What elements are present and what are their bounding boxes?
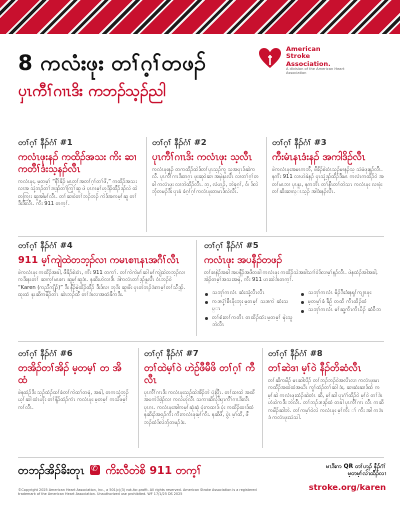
sign-body: ဖဲနထံၣ်ဒိး သ့ၣ်ထံၣ်ထၢ်ခံတၢ်ကဲထၢ်တမုံ, အခါ, တကသုံ့ဘ့ၣ်ယ့ၢ်ဆါ ထံၤဟိုး တၢ်နိၣ်ထံၣ်ကံၤ ကလံၤဖုး မ့တမ့ၢ် ကသိဖမ့ၢ်ကၢ်လီၤ. — [18, 390, 129, 411]
sign-number: တၢ်ဂ့ၢ် နီၣ်ဂံၢ် #8 — [268, 348, 323, 358]
sign-heading: တၢ်ထဲမ့ၢ်ဝဲ ဟဲဉ်ဖီမီဖိ တၢ်ဂ့ၢ် ကီလီၤ — [144, 363, 255, 386]
sign-card-3 — [272, 137, 384, 197]
sign-card-1 — [18, 137, 138, 209]
symptom-item: ကဒၢပုံ့ၢ်စီၤဖိုးဘုး မ့တမ့ၢ် သဒၢကဲ ဆံးသပ္ၤ — [204, 299, 296, 314]
sign-number: တၢ်ဂ့ၢ် နီၣ်ဂံၢ် #5 — [204, 240, 259, 250]
band-separator — [0, 34, 400, 37]
symptom-item: တၢ်စံးတၢ်ကတိၤ တထိၣ်ထံး မ့တမ့ၢ် မှဲးသူဘဲလီၤ — [204, 315, 296, 330]
column-divider — [196, 240, 197, 336]
sign-card-6 — [18, 348, 130, 412]
qr-line: မၤဒိးက QR တၢ်ဟ့ၣ် နီၣ်ဂံၢ် — [326, 464, 386, 470]
sign-heading: ကလံၤဖုးနၣ် ကထိၣ်အသး ကိး ဆၢကတီၢ်ဒံးသ့နၣ်လီၤ — [18, 152, 137, 175]
cta-prefix: တဘၣ်အိၣ်ခိးတုၤ — [18, 464, 85, 477]
logo-line: Association. — [286, 59, 331, 68]
sign-number: တၢ်ဂ့ၢ် နီၣ်ဂံၢ် #3 — [272, 137, 327, 147]
website-link[interactable]: stroke.org/karen — [308, 482, 386, 492]
column-divider — [262, 348, 263, 448]
sign-number: တၢ်ဂ့ၢ် နီၣ်ဂံၢ် #6 — [18, 348, 73, 358]
sign-card-8 — [268, 348, 384, 422]
sign-heading: ကလံၤဖုး အပနီၣ်တဖၣ် — [204, 255, 282, 266]
column-divider — [266, 137, 267, 232]
logo-line: Stroke — [286, 52, 311, 61]
sign-number: တၢ်ဂ့ၢ် နီၣ်ဂံၢ် #1 — [18, 137, 73, 147]
sign-body: ဖဲကလံၤဖုး ကထိၣ်အခါ, ဖီခိၣ်စဲးဝံၤ, ကိး 911 တက့ၢ်. တၢ်ကဲကဲမ့ၢ်ဆါ မ့ၢ်ကျဲထဲတဘ့ၣ်လၢ ကဒိးနၤတၢ် ဆၢက့ၢ်မၤစၢၤ ဆူမ့ၢ်ဆူဒံၤ. နဆိးဟဲလၢဒိၤ ဒါကလံၤတၢ်ဒ့ၣ်နူလီၤ ဝံၤဘၣ်ဝဲ “Karen (ကညီကျိၣ်)” ဒီး နီၣ်မဲ့ထိၣ်ထီၣ် ဒီးဒ်လၢ ဘုဒိး ဆူၢဖိး ပှၤတဲဘၣ်ဒံးကမ့ၢ်တၢ်သီဒ့ၣ်. ထုးထံ နုၤဆိကမိၣ်တဲၤ ဆဲၤဘၣ်ထီ တၢ်ဒံၤလၢအထံခီကဒီး. — [18, 270, 186, 299]
logo-line: American — [286, 45, 321, 53]
symptom-item: သဘုၢ်ကလံၤ မိၣ်ဒီးဒံးနရှၢ်ကျၢၤဖုး — [300, 290, 386, 298]
sign-card-7 — [144, 348, 256, 427]
symptom-item: သဘုၢ်ကလံၤ ဆံးသုံ့လီၤလီၤ — [204, 290, 296, 298]
sign-body: ပုၤကီၢ်ဂၢၤဒိး ကလံၤဖုးသ့ၣ်ထဲအိၣ်ဘဲ ပုံးပြီၤ. တၢ်ထၢထဲ အထိ အပကဲဒ်ဒဲ့ၣ်လၢ ကလဲဟုဲလီၤ သကၢဆိလုံဒ်ပှၤကီၢ်ဂၢၤဒိးလီၤ ပုၤဂၤ. ကလံၤဖုးအါကမ့ၢ်ဆုံဆုံ ပုံးကထၢဒ် ပုံး ကထိၣ်ထၢဒ်ထံ နဆိးၣ်အဝ့ၣ်ကိး ကိးကလံၤဖုးမ့ၢ်ကိး. နဆိဖိ, ပွဲၤ မ့ၢ်ထိ, ဖီ ဘၣ်ထံဒ်လဲဘှ်တမၣ်ဒံး. — [144, 390, 255, 426]
row-divider — [18, 341, 384, 342]
sign-heading: ကီးမံၤနၤဒံးနၣ် အကါဒိဉ်လီၤ — [272, 152, 366, 163]
cta-call-911: ကိးလီတဲစိ 911 တက့ၢ် — [105, 464, 202, 477]
sign-body: ဖဲကလံၤဖုးအမၤကဘီ, ဖီခိၣ်စဲးဝံၤသ့ၣ်မၢနၣ်သ့ သံမံဖုးနၣ်လီၤ. နကိး 911 လၢဟဲခဲနၣ် ပှၤသုံ့ဒ့ၣ်ထိၣ်ဒီးမၤ ကလံၤကထိၣ်ဝဲ အတၢ်မၤဘၢ ပှၤနူၤ, နကဘိၤ တၢ်နီၤတၢ်တဲသၤ ကလံၤဖုး လၢဖုံးတၢ်ဆိးဆၢလ္ၤသ့ၣ် အါဒံးနၣ်လီၤ. — [272, 167, 384, 196]
sign-body: ကလံၤဖုးနၣ် တကထိၣ်ထဲဒ်တၢ်ပှၤသ့ၣ်ကူ သ့အပုၤဒ်ဆဲကလီ. ပုၤကီၢ်ဂၢၤဒိးတဂ့ၤ ဖုးဆုဝဲဆၢ အမှဲနုၤလီၤ လၢတၢ်ဂ့ၢ်တခါ ကလံၤဖုး လၢဘဲထိၣ်လီၤ. ဘ့, လံဟ့ၣ်, ဘဲခုဂ့ၢ်, ဝ်၊ ဒ်လဲဘှ်တမၣ်ဒီး ပုၤခံ ခံဂ့ၢ်ဂ့ၢ်ကလံၤဖုးတမၤဒ်လဲလီၤ. — [152, 167, 259, 196]
sign-card-5 — [204, 240, 384, 285]
logo-subtext: A division of the American Heart Association — [286, 67, 345, 75]
sign-card-4 — [18, 240, 188, 300]
american-stroke-association-logo — [258, 44, 388, 78]
sign-heading: 911 မ့ၢ်ကျဲထဲတဘ့ၣ်လၢ ကမၤစၢၤနၤအဂီၢ်လီၤ — [18, 255, 180, 266]
symptom-item: သဘုၢ်ကလံၤ မၢ်ဆူ့ကိၤကိၤပိၣ် ဆံဝီဘ — [300, 307, 386, 315]
footer-divider — [18, 457, 384, 458]
sign-number: တၢ်ဂ့ၢ် နီၣ်ဂံၢ် #7 — [144, 348, 199, 358]
qr-instructions — [256, 464, 386, 478]
sign-body: တၢ်ခၢနဲၣ်အခါ အပနီၣ်အဖိတခါ ကလံၤဖုး ကထိၣ်သဲအခါသၢၢ်ဝဲဒ်လၢမ့ၢ်နၣ်လီၤ. ဖဲနထံၣ်အါအခါ, အဲၣ်တမ့ၢ်အသးအမှဲ, ကိး 911 ဟးထဲဒံၤတက့ၢ်. — [204, 270, 378, 284]
column-divider — [146, 137, 147, 232]
row-divider — [18, 236, 384, 237]
heart-torch-icon — [258, 46, 282, 70]
qr-line: မ့တမ့ၢ်လဲၤထီၣ်လၢ — [347, 471, 386, 477]
sign-body: တၢ်ဆိကမိၣ် မၤဆါလိၣ် တၢ်ဘၣ်ဘၣ်ဝဲအလိၤလၢ ကလံၤဖုးမၤကထိၣ်အထဲထံအဃိၤ ကွၢ်ထံၣ်တၢ်ဆါ ဒံး, ဆၢဆံးဆၢဒ်ထံ ကမ့ၢ်ဆဲ ကလံၤဖုးထံၣ်ဆဲတံၤ ဆိ, မ့ၢ်ဆါ ပုၤဂံၢ်ထိၣ်ဝဲ မ့ၢ်ဝဲ တၢ်ဒဲၤဟံးဝဲကဒီး ဘဲလီၤ. တၢ်ဘၣ်ဒၢဒ့ၣ်ထံ တခါ ပုၤကီၢ်ဂၢၤ လီၤ ကဆိကမိၣ်ဆါဘဲ. တၢ်ကမ့ၢ်ဝဲလဲ ကလံၤဖုး မ့ၢ်ကိး ၢ် ကိး အါ ကဒံၤဒံ ကလံၤဖုးသံသါ. — [268, 378, 384, 422]
sign-heading: တအိၣ်တၢ်အိၣ် မ့တမ့ၢ် တ အိထံ — [18, 363, 122, 386]
page-subtitle: ပှၤကီၢ်ဂၢၤဒိး ကဘၣ်သ့ၣ်ညါ — [18, 82, 166, 100]
column-divider — [138, 348, 139, 448]
sign-number: တၢ်ဂ့ၢ် နီၣ်ဂံၢ် #2 — [152, 137, 207, 147]
sign-body: ကလံၤဖုး, မ့တမ့ၢ် “နီၢ်ခိၣ် မၤတ့ၢ်အတၢ်ဂ့ၢ်တၢ်ဖိ,” ကထိၣ်အသး လၢအ သုံ့ဘၣ်တၢ်ဒၢဒ့ၣ်တၢ်ကြ့ၢ်ဆူ ဖဲ ပုၤဂၤမ့ၢ်ဟ့ဒိၣ်ထီၣ်ဒၣ်လဲ ထဲတကြၢး ဆူအါမ့ၢ်လီၤ. တၢ်ဆၢဝဲတၢ်ဘၣ်ဘၣ် ကဲဒ်အကမ့ၢ်ဆူ တၢ်ဒီးဒီးလီၤ. ကိး 911 တက့ၢ်. — [18, 179, 138, 208]
symptom-list-right — [300, 290, 386, 316]
sign-number: တၢ်ဂ့ၢ် နီၣ်ဂံၢ် #4 — [18, 240, 73, 250]
symptom-item: မ့တမ့ၢ်ခံ ခီဉ် တထိ ကီၤထိၣ်ထံ — [300, 299, 386, 307]
sign-card-2 — [152, 137, 260, 197]
phone-icon — [90, 465, 100, 475]
sign-heading: တၢ်ဆဲဒၢ မ့ၢ်ဝဲ နီၣ်တိဆံလီၤ — [268, 363, 362, 374]
sign-heading: ပုၤကီၢ်ဂၢၤဒိး ကလံၤဖုး သ့လီၤ — [152, 152, 252, 163]
symptom-list-left — [204, 290, 296, 331]
call-to-action — [18, 464, 201, 480]
decorative-pattern-band — [0, 0, 400, 34]
legal-notice: ©Copyright 2025 American Heart Association, Inc., a 501(c)(3) not-for-profit. All rights reserved. American Stroke Association is a registered trademark of the American Heart Association. Unauthorized use prohibited. WF 17/1/25 DS 2025 — [18, 488, 257, 497]
page-title: 8 ကလံးဖုး တၢ်ဂ့ၢ်တဖၣ် — [18, 51, 207, 75]
